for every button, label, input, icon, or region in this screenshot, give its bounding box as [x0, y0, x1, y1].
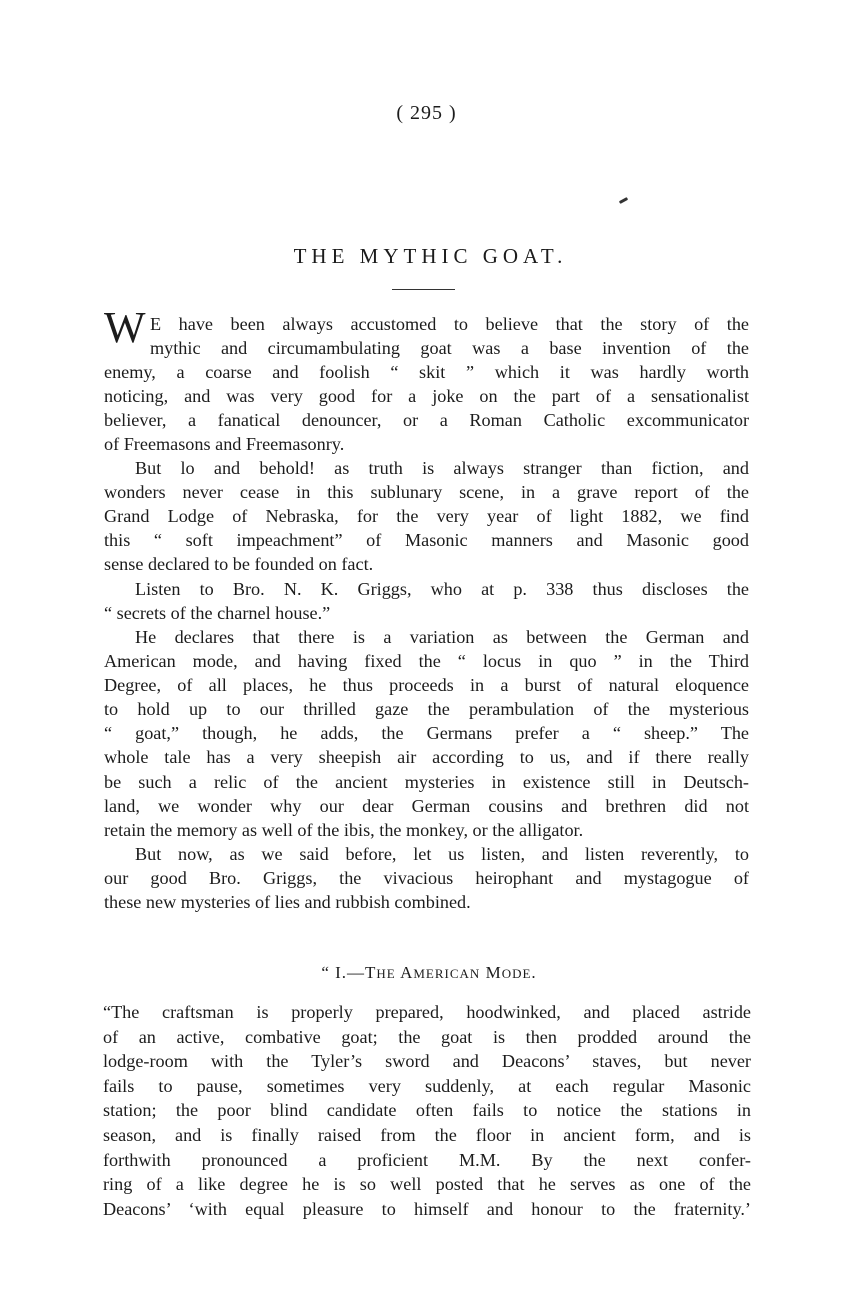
text-line: land, we wonder why our dear German cousins and brethren did not	[104, 795, 749, 816]
text-line: these new mysteries of lies and rubbish combined.	[104, 892, 471, 913]
paragraph-1	[104, 303, 749, 457]
text-line: E have been always accustomed to believe that the story of the	[150, 314, 749, 334]
quote-line: lodge-room with the Tyler’s sword and Deacons’ staves, but never	[103, 1051, 751, 1072]
title-rule	[392, 289, 455, 290]
text-line: sense declared to be founded on fact.	[104, 554, 374, 575]
section-heading-smallcaps: ODE	[501, 966, 532, 981]
text-line: retain the memory as well of the ibis, the monkey, or the alligator.	[104, 819, 584, 840]
drop-cap: W	[104, 303, 146, 352]
text-line: enemy, a coarse and foolish “ skit ” which it was hardly worth	[104, 362, 749, 383]
text-line: “ secrets of the charnel house.”	[104, 603, 331, 624]
page-number: ( 295 )	[396, 102, 457, 124]
quote-line: Deacons’ ‘with equal pleasure to himself and honour to the fraternity.’	[103, 1198, 751, 1219]
quote-line: season, and is finally raised from the floor in ancient form, and is	[103, 1124, 751, 1145]
text-line: noticing, and was very good for a joke on the part of a sensationalist	[104, 386, 749, 407]
text-line: our good Bro. Griggs, the vivacious heirophant and mystagogue of	[104, 868, 749, 889]
text-line: But lo and behold! as truth is always stranger than fiction, and	[135, 458, 749, 478]
section-heading	[0, 963, 853, 983]
section-heading-suffix: .	[531, 963, 537, 982]
text-line: to hold up to our thrilled gaze the perambulation of the mysterious	[104, 699, 749, 720]
text-line: whole tale has a very sheepish air according to us, and if there really	[104, 747, 749, 768]
text-line: this “ soft impeachment” of Masonic manners and Masonic good	[104, 530, 749, 551]
section-heading-cap: M	[480, 963, 502, 982]
paragraph-3	[104, 577, 749, 625]
section-heading-smallcaps: HE	[376, 966, 396, 981]
text-line: Listen to Bro. N. K. Griggs, who at p. 338 thus discloses the	[135, 579, 749, 599]
paragraph-2	[104, 456, 749, 576]
text-line: American mode, and having fixed the “ locus in quo ” in the Third	[104, 651, 749, 672]
text-line: of Freemasons and Freemasonry.	[104, 434, 345, 455]
quote-line: “The craftsman is properly prepared, hoodwinked, and placed astride	[103, 1002, 751, 1022]
text-line: believer, a fanatical denouncer, or a Roman Catholic excommunicator	[104, 410, 749, 431]
text-line: wonders never cease in this sublunary scene, in a grave report of the	[104, 482, 749, 503]
text-line: He declares that there is a variation as between the German and	[135, 627, 749, 647]
paragraph-4	[104, 625, 749, 842]
quote-line: forthwith pronounced a proficient M.M. By the next confer-	[103, 1149, 751, 1170]
quote-line: ring of a like degree he is so well posted that he serves as one of the	[103, 1174, 751, 1195]
section-heading-smallcaps: MERICAN	[413, 966, 481, 981]
quote-line: fails to pause, sometimes very suddenly, at each regular Masonic	[103, 1075, 751, 1096]
paragraph-5	[104, 842, 749, 914]
text-line: Degree, of all places, he thus proceeds in a burst of natural eloquence	[104, 675, 749, 696]
text-line: be such a relic of the ancient mysteries in existence still in Deutsch-	[104, 771, 749, 792]
section-heading-prefix: “ I.—T	[321, 963, 377, 982]
quote-line: station; the poor blind candidate often fails to notice the stations in	[103, 1100, 751, 1121]
article-title: THE MYTHIC GOAT.	[293, 244, 568, 268]
text-line: Grand Lodge of Nebraska, for the very year of light 1882, we find	[104, 506, 749, 527]
text-line: But now, as we said before, let us listen, and listen reverently, to	[135, 844, 749, 864]
text-line: mythic and circumambulating goat was a base invention of the	[150, 338, 749, 359]
quote-block	[103, 1000, 751, 1221]
text-line: “ goat,” though, he adds, the Germans prefer a “ sheep.” The	[104, 723, 749, 744]
ink-speck	[619, 197, 628, 204]
section-heading-cap: A	[395, 963, 414, 982]
quote-line: of an active, combative goat; the goat is then prodded around the	[103, 1026, 751, 1047]
